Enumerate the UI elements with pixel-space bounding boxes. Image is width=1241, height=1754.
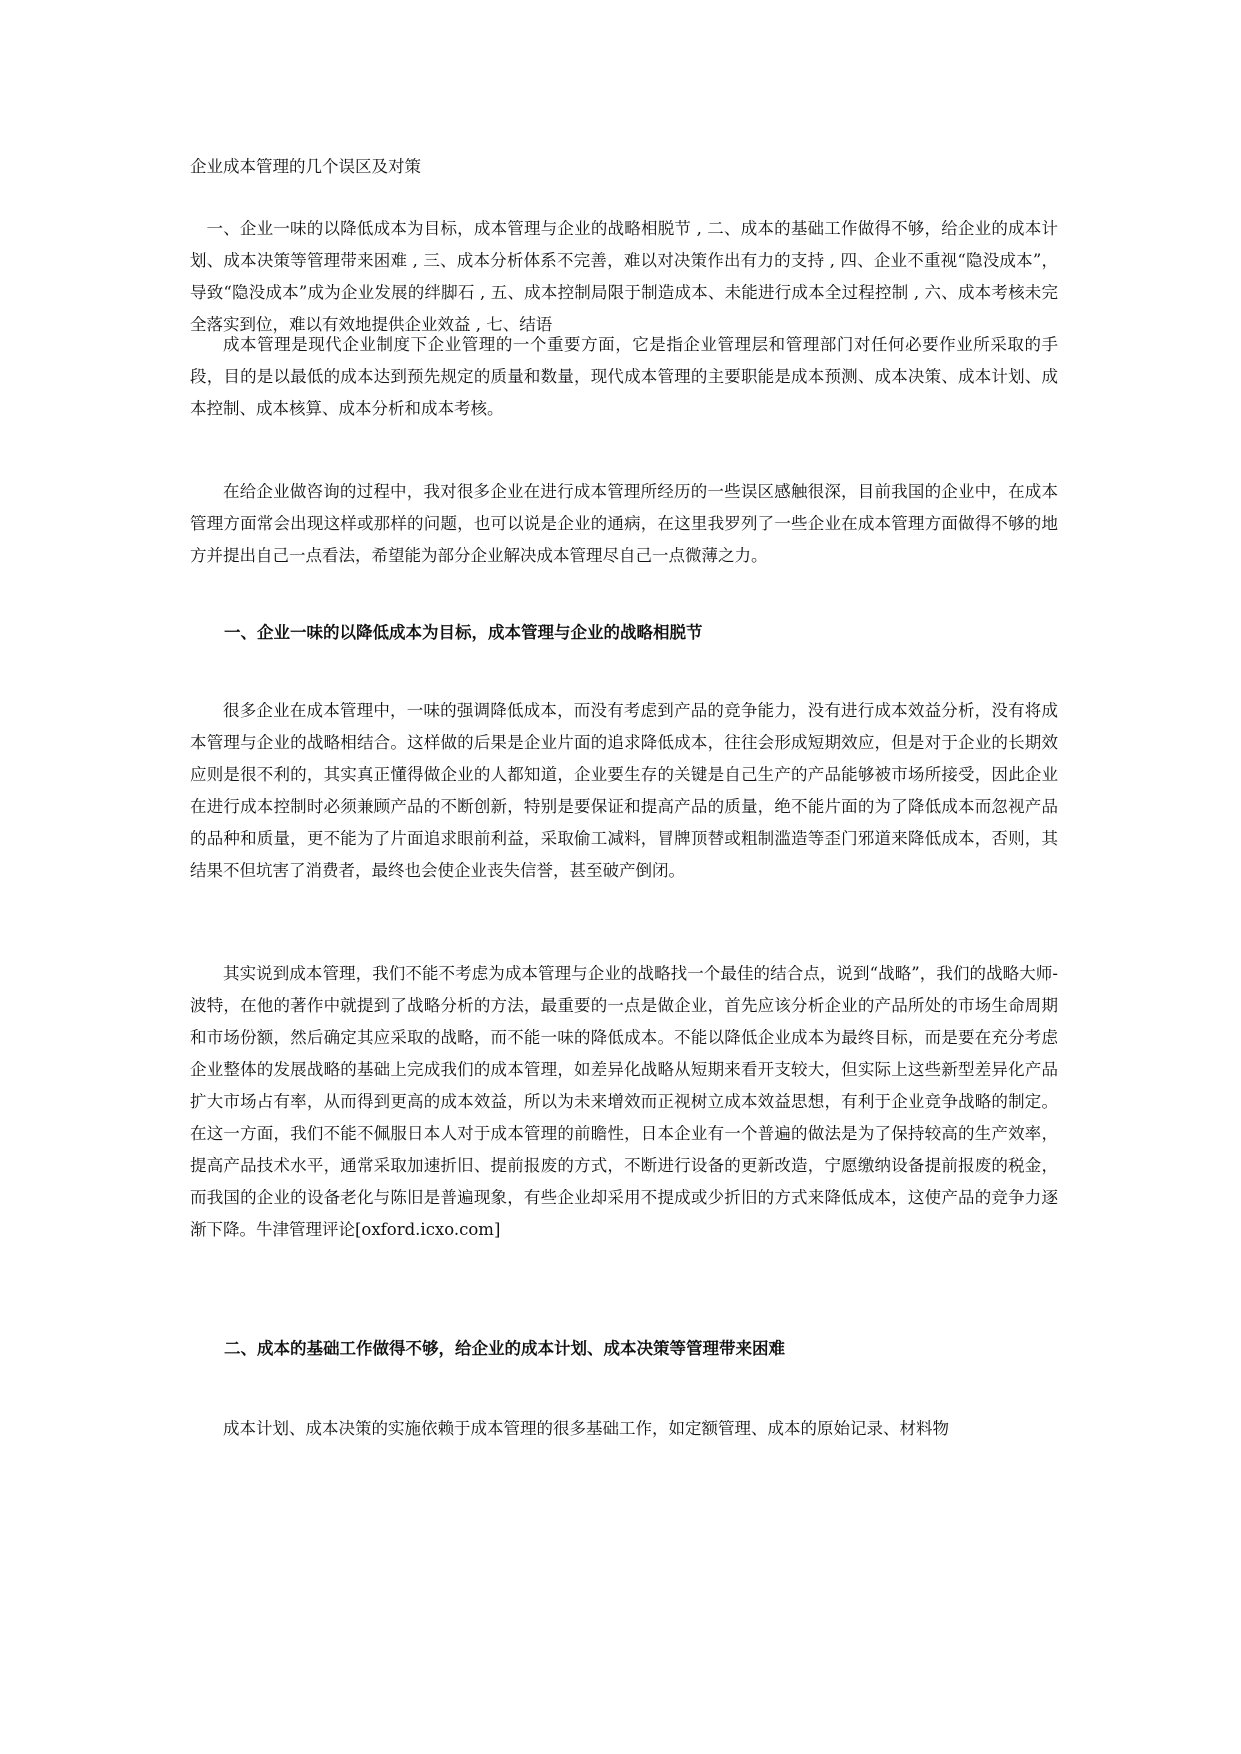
section-heading-2: 二、成本的基础工作做得不够，给企业的成本计划、成本决策等管理带来困难 [224,1339,785,1358]
section-1-paragraph-2: 其实说到成本管理，我们不能不考虑为成本管理与企业的战略找一个最佳的结合点，说到“战略”，我们的战略大师-波特，在他的著作中就提到了战略分析的方法，最重要的一点是做企业，首先应该分析企业的产品所处的市场生命周期和市场份额，然后确定其应采取的战略，而不能一味的降低成本。不能以降低企业成本为最终目标，而是要在充分考虑企业整体的发展战略的基础上完成我们的成本管理，如差异化战略从短期来看开支较大，但实际上这些新型差异化产品扩大市场占有率，从而得到更高的成本效益，所以为未来增效而正视树立成本效益思想，有利于企业竞争战略的制定。在这一方面，我们不能不佩服日本人对于成本管理的前瞻性，日本企业有一个普遍的做法是为了保持较高的生产效率，提高产品技术水平，通常采取加速折旧、提前报废的方式，不断进行设备的更新改造，宁愿缴纳设备提前报废的税金，而我国的企业的设备老化与陈旧是普遍现象，有些企业却采用不提成或少折旧的方式来降低成本，这使产品的竞争力逐渐下降。牛津管理评论[oxford.icxo.com] [190,964,1058,1239]
section-2-paragraph-1: 成本计划、成本决策的实施依赖于成本管理的很多基础工作，如定额管理、成本的原始记录、材料物 [223,1419,949,1438]
intro-paragraph-2: 在给企业做咨询的过程中，我对很多企业在进行成本管理所经历的一些误区感触很深，目前我国的企业中，在成本管理方面常会出现这样或那样的问题，也可以说是企业的通病，在这里我罗列了一些企业在成本管理方面做得不够的地方并提出自己一点看法，希望能为部分企业解决成本管理尽自己一点微薄之力。 [190,482,1058,565]
document-title: 企业成本管理的几个误区及对策 [190,157,421,176]
summary-paragraph: 一、企业一味的以降低成本为目标，成本管理与企业的战略相脱节 , 二、成本的基础工作做得不够，给企业的成本计划、成本决策等管理带来困难 , 三、成本分析体系不完善，难以对决策作出有力的支持 , 四、企业不重视“隐没成本”，导致“隐没成本”成为企业发展的绊脚石 , 五、成本控制局限于制造成本、未能进行成本全过程控制 , 六、成本考核未完全落实到位，难以有效地提供企业效益 , 七、结语 [190,219,1058,334]
section-1-paragraph-1: 很多企业在成本管理中，一味的强调降低成本，而没有考虑到产品的竞争能力，没有进行成本效益分析，没有将成本管理与企业的战略相结合。这样做的后果是企业片面的追求降低成本，往往会形成短期效应，但是对于企业的长期效应则是很不利的，其实真正懂得做企业的人都知道，企业要生存的关键是自己生产的产品能够被市场所接受，因此企业在进行成本控制时必须兼顾产品的不断创新，特别是要保证和提高产品的质量，绝不能片面的为了降低成本而忽视产品的品种和质量，更不能为了片面追求眼前利益，采取偷工减料，冒牌顶替或粗制滥造等歪门邪道来降低成本，否则，其结果不但坑害了消费者，最终也会使企业丧失信誉，甚至破产倒闭。 [190,701,1058,880]
section-heading-1: 一、企业一味的以降低成本为目标，成本管理与企业的战略相脱节 [224,623,703,642]
intro-paragraph-1: 成本管理是现代企业制度下企业管理的一个重要方面，它是指企业管理层和管理部门对任何必要作业所采取的手段，目的是以最低的成本达到预先规定的质量和数量，现代成本管理的主要职能是成本预测、成本决策、成本计划、成本控制、成本核算、成本分析和成本考核。 [190,335,1058,418]
